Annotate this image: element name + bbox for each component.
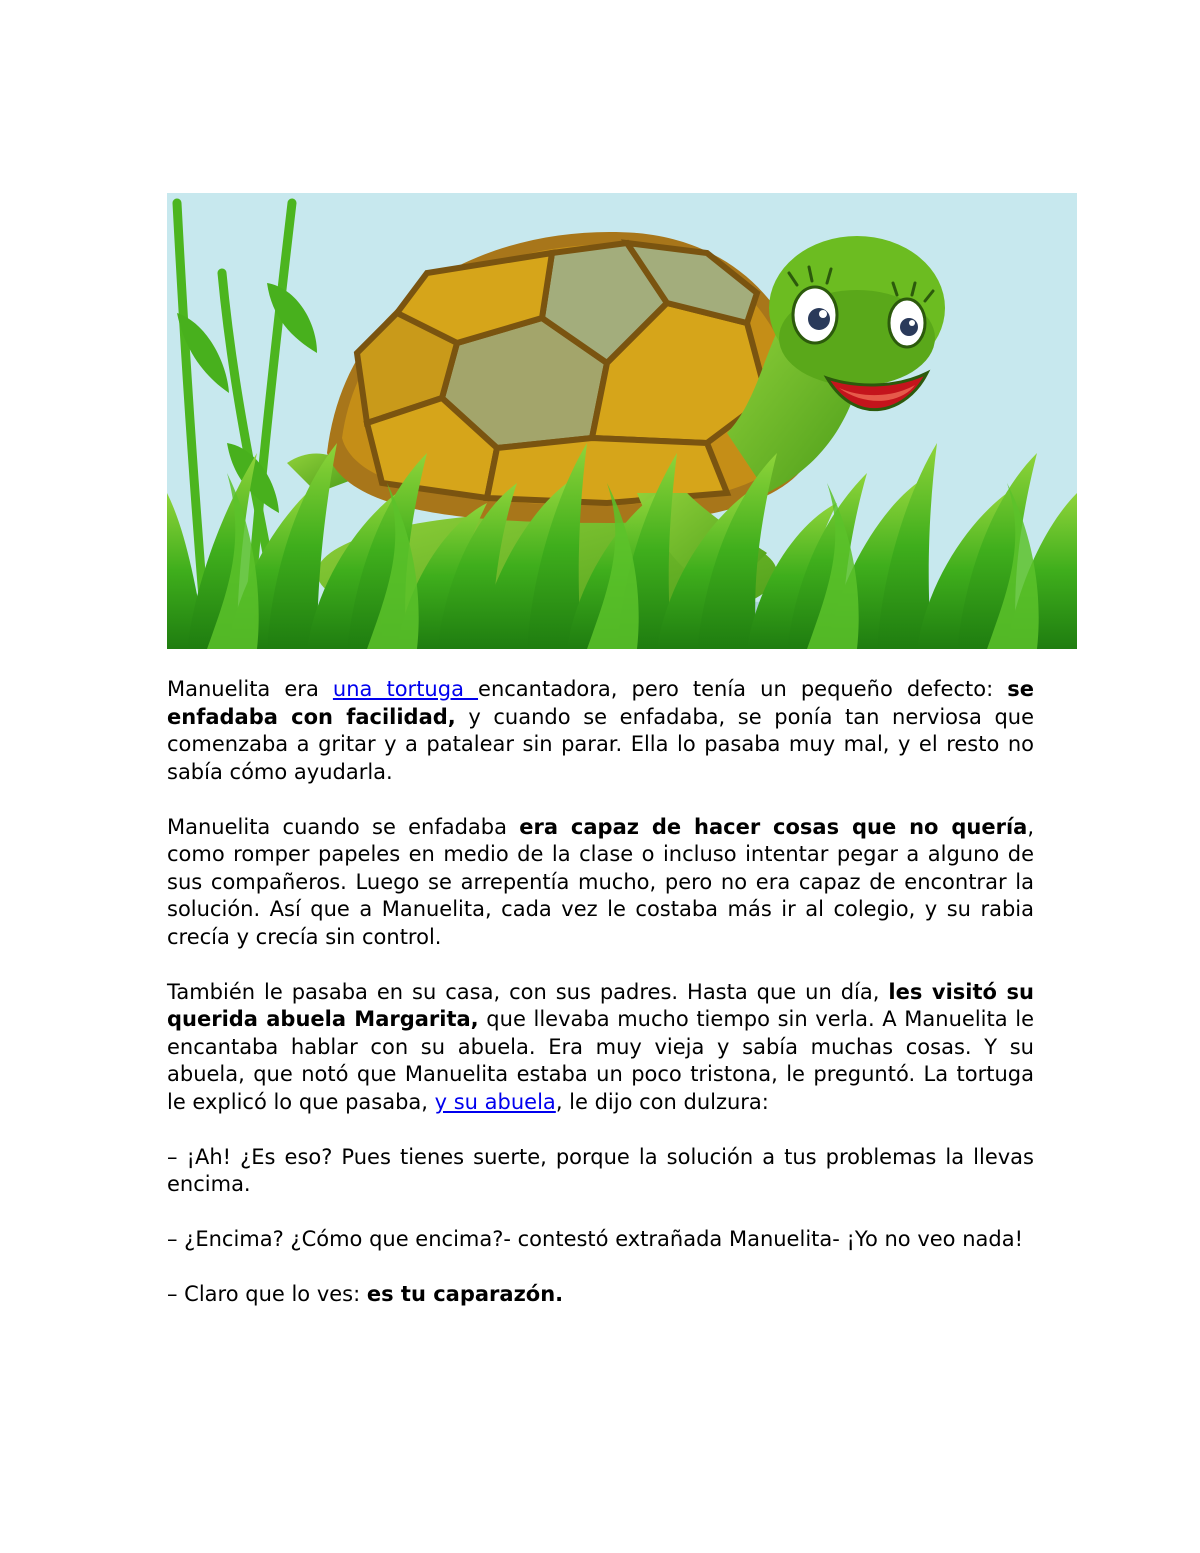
- text-run: que llevaba mucho tiempo sin verla. A Manuelita le encantaba hablar con su abuela. Era muy vieja y sabía muchas cosas. Y su abuela, que notó que Manuelita estaba un poco tristona, le preguntó. La tortuga le explicó lo que pasaba,: [167, 1007, 1034, 1114]
- turtle-illustration: [167, 193, 1077, 649]
- bold-run: era capaz de hacer cosas que no quería: [519, 814, 1028, 839]
- paragraph-4: [167, 1144, 1034, 1199]
- text-run: – Claro que lo ves:: [167, 1282, 367, 1306]
- text-run: – ¿Encima? ¿Cómo que encima?- contestó extrañada Manuelita- ¡Yo no veo nada!: [167, 1227, 1023, 1251]
- text-run: , le dijo con dulzura:: [555, 1089, 769, 1114]
- bold-run: es tu caparazón.: [366, 1282, 564, 1306]
- paragraph-3: [167, 979, 1034, 1117]
- bold-run: les visitó su querida abuela Margarita,: [167, 979, 1034, 1031]
- story-text: [167, 676, 1034, 1336]
- text-run: y cuando se enfadaba, se ponía tan nerviosa que comenzaba a gritar y a patalear sin parar. Ella lo pasaba muy mal, y el resto no sabía cómo ayudarla.: [167, 704, 1034, 784]
- text-run: Manuelita era: [167, 677, 333, 701]
- paragraph-1: [167, 676, 1034, 786]
- text-run: – ¡Ah! ¿Es eso? Pues tienes suerte, porque la solución a tus problemas la llevas encima.: [167, 1144, 1034, 1196]
- text-run: , como romper papeles en medio de la clase o incluso intentar pegar a alguno de sus compañeros. Luego se arrepentía mucho, pero no era capaz de encontrar la solución. Así que a Manuelita, cada vez le costaba más ir al colegio, y su rabia crecía y crecía sin control.: [167, 814, 1034, 949]
- bold-run: se enfadaba con facilidad,: [167, 677, 1035, 729]
- turtle-icon: [167, 193, 1077, 649]
- link-una-tortuga[interactable]: una tortuga: [332, 677, 479, 701]
- text-run: encantadora, pero tenía un pequeño defecto:: [478, 677, 1008, 701]
- paragraph-6: [167, 1281, 1034, 1309]
- text-run: Manuelita cuando se enfadaba: [167, 814, 520, 839]
- link-y-su-abuela[interactable]: y su abuela: [434, 1089, 556, 1114]
- paragraph-5: [167, 1226, 1034, 1254]
- text-run: También le pasaba en su casa, con sus padres. Hasta que un día,: [167, 979, 889, 1004]
- paragraph-2: [167, 814, 1034, 952]
